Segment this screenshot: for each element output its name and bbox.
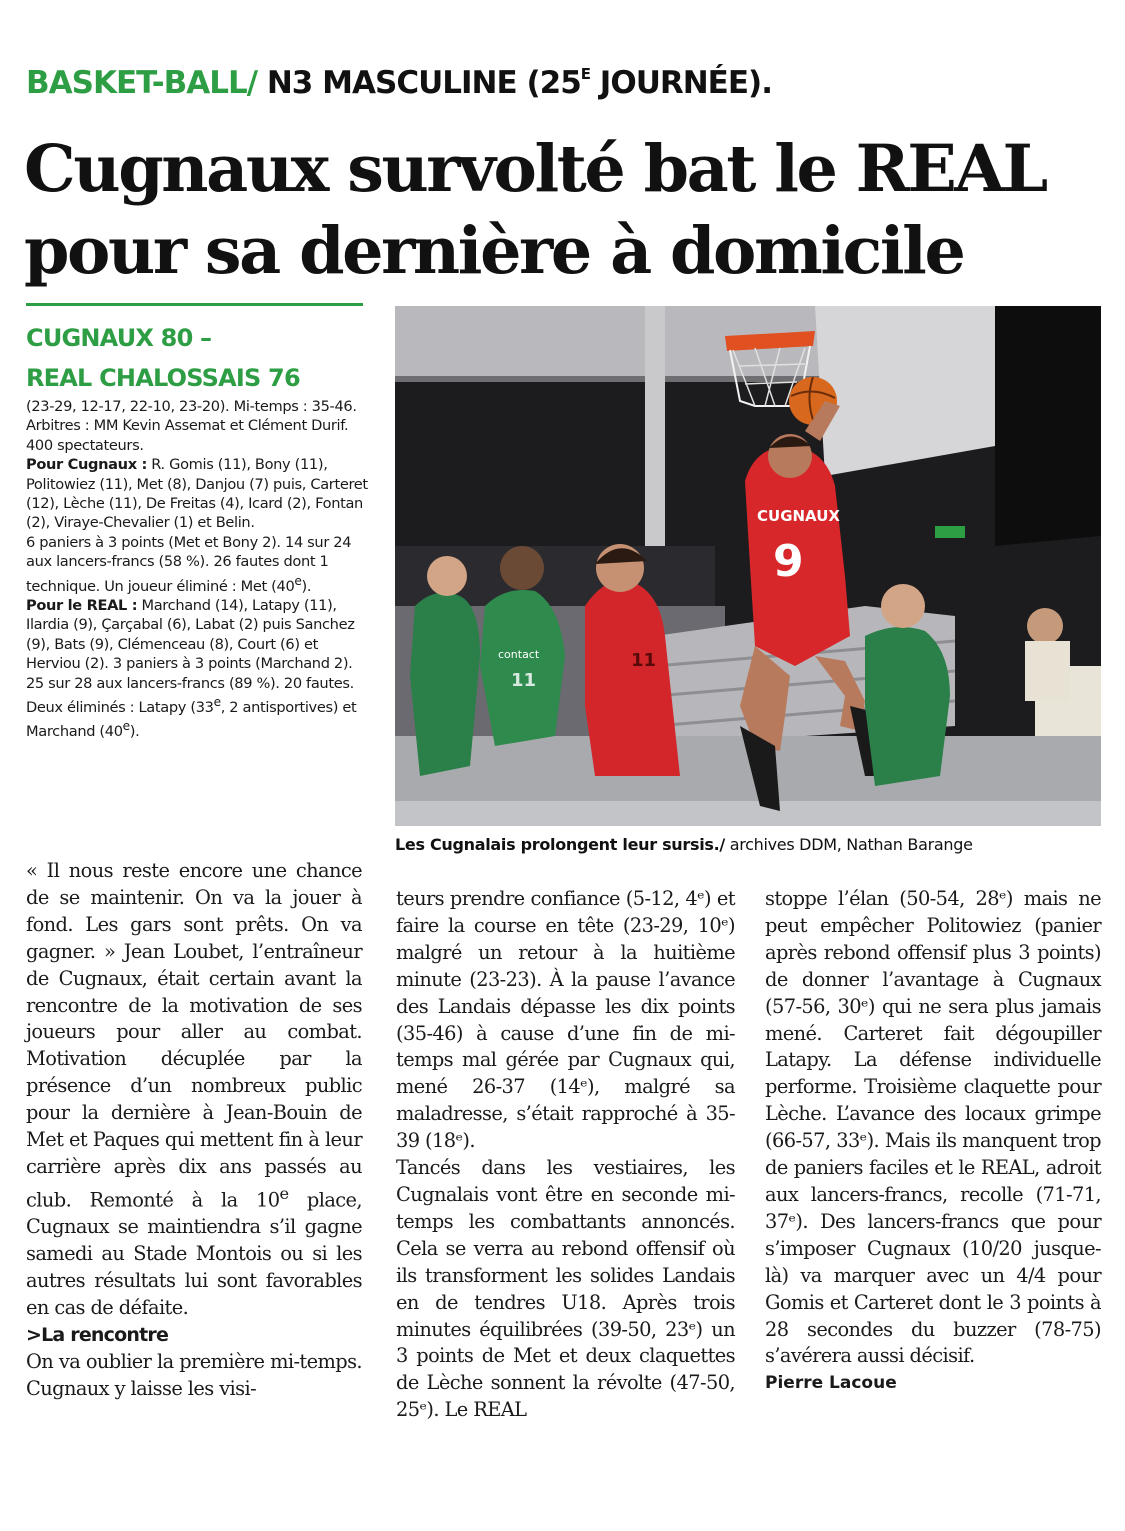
facts-sup: e: [213, 694, 221, 709]
competition-pre: N3 MASCULINE (25: [266, 65, 581, 101]
headline: [24, 128, 1114, 292]
article-sup: e: [279, 1183, 289, 1203]
article-column-1: [26, 858, 362, 1403]
section-label: BASKET-BALL/: [26, 65, 258, 101]
article-p1b: place, Cugnaux se maintiendra s’il gagne samedi au Stade Montois ou si les autres résultats lui sont favorables en cas de défaite.: [26, 1188, 363, 1319]
score-team-2: REAL CHALOSSAIS 76: [26, 364, 300, 392]
article-col2-part1: teurs prendre confiance (5-12, 4ᵉ) et faire la course en tête (23-29, 10ᵉ) malgré un retour à la huitième minute (23-23). À la pause l’avance des Landais dépasse les dix points (35-46) à cause d’une fin de mi-temps mal gérée par Cugnaux qui, mené 26-37 (14ᵉ), malgré sa maladresse, s’était rapproché à 35-39 (18ᵉ).: [396, 887, 735, 1153]
article-column-3: [765, 886, 1101, 1397]
facts-cugnaux-label: Pour Cugnaux :: [26, 456, 147, 474]
facts-real-text-b: , 2 antisportives) et Marchand (40: [26, 698, 357, 741]
green-rule: [26, 303, 363, 306]
jersey-number: 9: [773, 536, 804, 587]
facts-sup: e: [294, 573, 302, 588]
article-col3-text: stoppe l’élan (50-54, 28ᵉ) mais ne peut empêcher Politowiez (panier après rebond offensif plus 3 points) de donner l’avantage à Cugnaux (57-56, 30ᵉ) qui ne sera plus jamais mené. Carteret fait dégoupiller Latapy. La défense individuelle performe. Troisième claquette pour Lèche. L’avance des locaux grimpe (66-57, 33ᵉ). Mais ils manquent trop de paniers faciles et le REAL, adroit aux lancers-francs, recolle (71-71, 37ᵉ). Des lancers-francs que pour s’imposer Cugnaux (10/20 jusque-là) va marquer avec un 4/4 pour Gomis et Carteret dont le 3 points à 28 secondes du buzzer (78-75) s’avérera aussi décisif.: [765, 887, 1101, 1368]
byline: Pierre Lacoue: [765, 1373, 897, 1394]
article-subhead: >La rencontre: [26, 1323, 169, 1346]
competition-label: [267, 65, 772, 101]
photo-caption: [395, 834, 1101, 856]
article-col2-part2: Tancés dans les vestiaires, les Cugnalais vont être en seconde mi-temps les combattants annoncés. Cela se verra au rebond offensif où ils transforment les solides Landais en de tendres U18. Après trois minutes équilibrées (39-50, 23ᵉ) un 3 points de Met et deux claquettes de Lèche sonnent la révolte (47-50, 25ᵉ). Le REAL: [396, 1156, 735, 1422]
facts-cugnaux-stats-b: ).: [301, 577, 312, 595]
facts-cugnaux: [26, 455, 371, 533]
headline-line-1: Cugnaux survolté bat le REAL: [24, 131, 1046, 207]
kicker: [26, 50, 772, 101]
facts-cugnaux-stats-a: 6 paniers à 3 points (Met et Bony 2). 14 sur 24 aux lancers-francs (58 %). 26 fautes dont 1 technique. Un joueur éliminé : Met (40: [26, 533, 352, 595]
facts-real: [26, 596, 371, 742]
facts-sup: e: [122, 719, 130, 734]
opponent-number-red: 11: [631, 650, 657, 671]
facts-real-text-c: ).: [129, 723, 140, 741]
article-col1-tail: On va oublier la première mi-temps. Cugnaux y laisse les visi-: [26, 1349, 362, 1400]
facts-real-text-a: Marchand (14), Latapy (11), Ilardia (9), Çarçabal (6), Labat (2) puis Sanchez (9), Bats (9), Clémenceau (8), Court (6) et Herviou (2). 3 paniers à 3 points (Marchand 2). 25 sur 28 aux lancers-francs (89 %). 20 fautes. Deux éliminés : Latapy (33: [26, 596, 355, 716]
article-column-2: [396, 886, 735, 1424]
caption-credit: archives DDM, Nathan Barange: [724, 835, 973, 854]
opponent-sponsor: contact: [498, 648, 540, 661]
article-photo: [395, 306, 1101, 826]
opponent-number: 11: [511, 670, 537, 691]
score-box: [26, 318, 366, 398]
facts-cugnaux-stats: [26, 533, 371, 596]
jersey-text: CUGNAUX: [757, 507, 840, 525]
article-p1a: « Il nous reste encore une chance de se maintenir. On va la jouer à fond. Les gars sont prêts. On va gagner. » Jean Loubet, l’entraîneur de Cugnaux, était certain avant la rencontre de la motivation de ses joueurs pour aller au combat. Motivation décuplée par la présence d’un nombreux public pour la dernière à Jean-Bouin de Met et Paques qui mettent fin à leur carrière après dix ans passés au club. Remonté à la 10: [26, 859, 362, 1212]
match-facts: [26, 397, 371, 741]
score-team-1: CUGNAUX 80 –: [26, 324, 212, 352]
competition-post: JOURNÉE).: [590, 65, 772, 101]
facts-real-label: Pour le REAL :: [26, 596, 138, 614]
competition-sup: E: [580, 65, 591, 83]
facts-summary: (23-29, 12-17, 22-10, 23-20). Mi-temps : 35-46. Arbitres : MM Kevin Assemat et Clément Durif. 400 spectateurs.: [26, 398, 357, 454]
headline-line-2: pour sa dernière à domicile: [24, 213, 964, 289]
article-paragraph-1: [26, 858, 362, 1322]
facts-cugnaux-text: R. Gomis (11), Bony (11), Politowiez (11), Met (8), Danjou (7) puis, Carteret (12), Lèche (11), De Freitas (4), Icard (2), Fontan (2), Viraye-Chevalier (1) et Belin.: [26, 456, 368, 532]
caption-text: Les Cugnalais prolongent leur sursis./: [395, 835, 725, 854]
